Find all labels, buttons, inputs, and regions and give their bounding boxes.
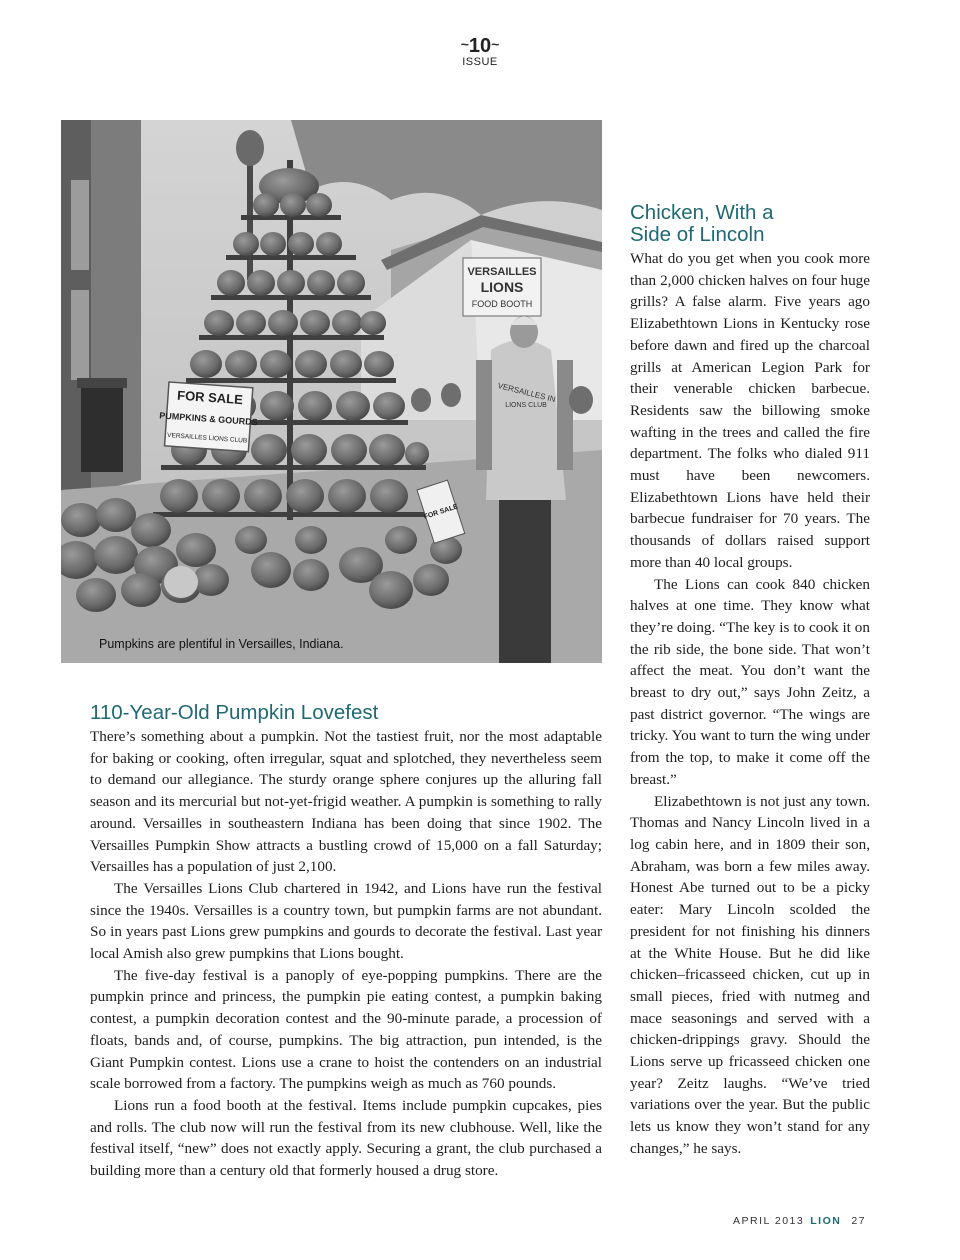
sale-sign-line3: VERSAILLES LIONS CLUB bbox=[166, 432, 248, 445]
paragraph: The Versailles Lions Club chartered in 1942, and Lions have run the festival since the 1940s. Versailles is a country town, but pumpkin farms are not abundant. So in years past Lions grew pumpkins and gourds to decorate the festival. Last year local Amish also grew pumpkins that Lions bought. bbox=[90, 879, 602, 963]
small-sign-text: FOR SALE bbox=[423, 503, 459, 521]
headline-chicken-line1: Chicken, With a bbox=[630, 201, 774, 224]
vest-text-line1: VERSAILLES IN bbox=[496, 381, 557, 405]
vest-text-line2: LIONS CLUB bbox=[505, 402, 547, 409]
issue-label: ISSUE bbox=[462, 56, 498, 68]
paragraph: What do you get when you cook more than 2,000 chicken halves on four huge grills? A false alarm. Five years ago Elizabethtown Lions in Kentucky rose before dawn and fired up the charcoal grills at American Legion Park for their venerable chicken barbecue. Residents saw the billowing smoke wafting in the trees and called the fire department. The folks who dialed 911 must have been newcomers. Elizabethtown Lions have held their barbecue fundraiser for 70 years. The thousands of dollars raised support more than 40 local groups. bbox=[630, 250, 870, 571]
booth-sign-line3: FOOD BOOTH bbox=[471, 299, 533, 309]
headline-chicken bbox=[630, 202, 890, 246]
paragraph: Elizabethtown is not just any town. Thomas and Nancy Lincoln lived in a log cabin here, and in 1809 their son, Abraham, was born a few miles away. Honest Abe turned out to be a picky eater: Mary Lincoln scolded the president for not finishing his dinners at the White House. But he did like chicken–fricasseed chicken, cut up in small pieces, fried with nutmeg and mace seasonings and served with a chicken-drippings gravy. Should the Lions serve up fricasseed chicken one year? Zeitz laughs. “We’ve tried variations over the year. But the public lets us know they won’t stand for any changes,” he says. bbox=[630, 792, 870, 1157]
footer-magazine: LION bbox=[810, 1215, 842, 1227]
sale-sign-line2: PUMPKINS & GOURDS bbox=[159, 410, 259, 428]
swash-right-icon: ~ bbox=[491, 36, 500, 52]
booth-sign-line1: VERSAILLES bbox=[467, 266, 537, 278]
page-footer bbox=[733, 1215, 866, 1227]
headline-pumpkin: 110-Year-Old Pumpkin Lovefest bbox=[90, 701, 379, 724]
issue-number: ~10~ bbox=[460, 35, 500, 57]
pumpkin-photo bbox=[61, 120, 602, 663]
footer-page-number: 27 bbox=[851, 1215, 867, 1227]
issue-badge bbox=[440, 34, 520, 68]
article-pumpkin-body bbox=[90, 726, 602, 1182]
booth-sign-line2: LIONS bbox=[480, 279, 524, 295]
article-chicken-body bbox=[630, 248, 870, 1160]
swash-left-icon: ~ bbox=[460, 36, 469, 52]
pumpkin-display-illustration bbox=[61, 120, 602, 663]
paragraph: The five-day festival is a panoply of eye-popping pumpkins. There are the pumpkin prince and princess, the pumpkin pie eating contest, a pumpkin baking contest, a pumpkin decoration contest and the 90-minute parade, a procession of floats, bands and, of course, pumpkins. The big attraction, pun intended, is the Giant Pumpkin contest. Lions use a crane to hoist the contenders on an industrial scale borrowed from a factory. The pumpkins weigh as much as 760 pounds. bbox=[90, 966, 602, 1093]
paragraph: There’s something about a pumpkin. Not the tastiest fruit, nor the most adaptable for baking or cooking, often irregular, squat and splotched, they nevertheless seem to demand our allegiance. The sturdy orange sphere conjures up the alluring fall season and its mercurial but not-yet-frigid weather. A pumpkin is something to rally around. Versailles in southeastern Indiana has been doing that since 1902. The Versailles Pumpkin Show attracts a bustling crowd of 15,000 on a fall Saturday; Versailles has a population of just 2,100. bbox=[90, 728, 602, 876]
footer-date: APRIL 2013 bbox=[733, 1215, 805, 1227]
paragraph: The Lions can cook 840 chicken halves at one time. They know what they’re doing. “The key is to cook it on the rib side, the bone side. That won’t affect the meat. You don’t want the breast to dry out,” says John Zeitz, a past district governor. “The wings are tricky. You want to turn the wing under from the top, to make it come off the breast.” bbox=[630, 575, 870, 788]
paragraph: Lions run a food booth at the festival. Items include pumpkin cupcakes, pies and rolls. The club now will run the festival from its new clubhouse. Well, like the festival itself, “new” does not exactly apply. Securing a grant, the club purchased a building more than a century old that formerly housed a drug store. bbox=[90, 1096, 602, 1180]
photo-caption: Pumpkins are plentiful in Versailles, Indiana. bbox=[99, 637, 344, 651]
sale-sign-line1: FOR SALE bbox=[176, 387, 244, 408]
headline-chicken-line2: Side of Lincoln bbox=[630, 223, 765, 246]
